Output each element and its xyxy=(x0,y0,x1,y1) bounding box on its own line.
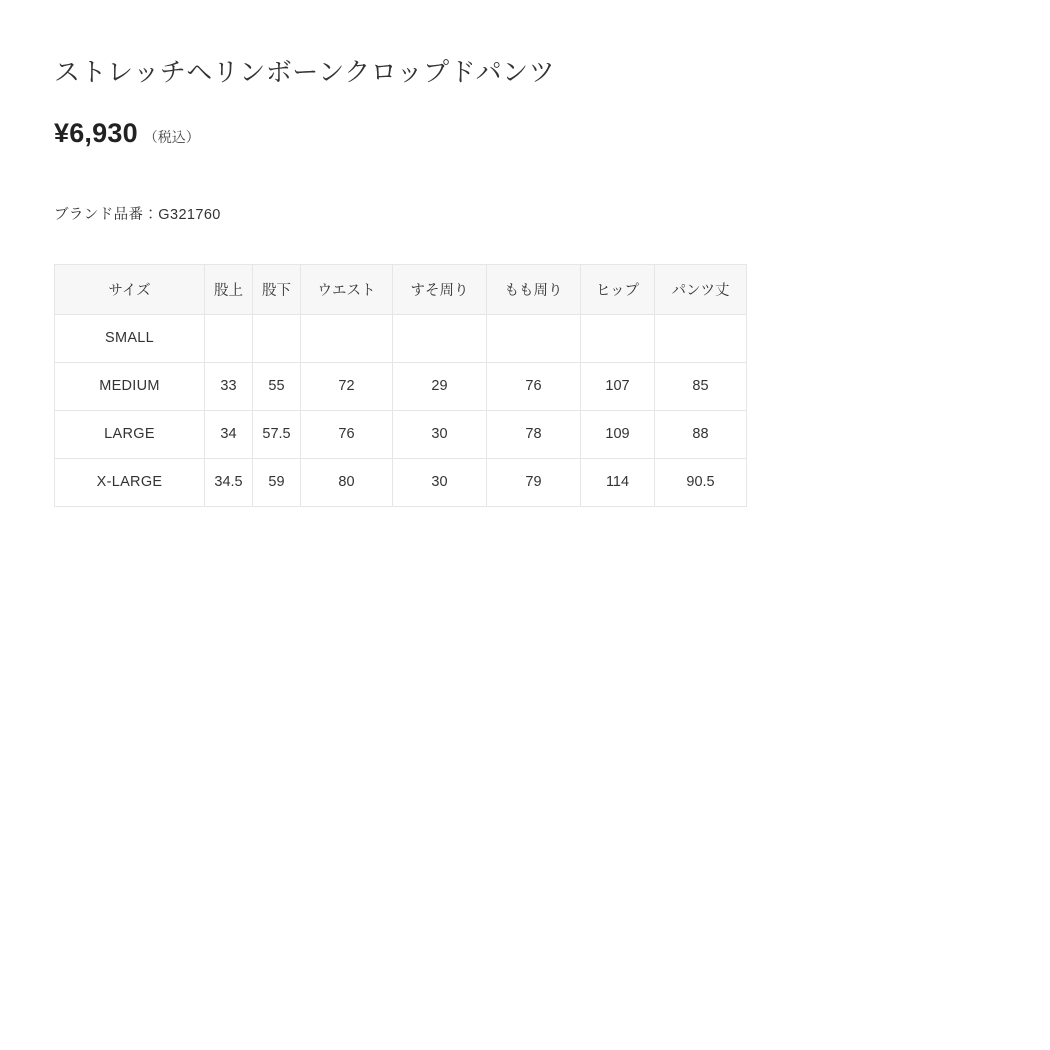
cell-medium-length: 85 xyxy=(655,362,747,410)
price-block xyxy=(54,118,996,149)
table-row xyxy=(55,410,747,458)
cell-xlarge-hip: 114 xyxy=(581,458,655,506)
price-amount: ¥6,930 xyxy=(54,117,138,148)
column-header-size: サイズ xyxy=(55,264,205,314)
table-row xyxy=(55,314,747,362)
cell-large-hem: 30 xyxy=(393,410,487,458)
row-label-medium: MEDIUM xyxy=(55,362,205,410)
column-header-length: パンツ丈 xyxy=(655,264,747,314)
column-header-rise: 股上 xyxy=(205,264,253,314)
cell-medium-rise: 33 xyxy=(205,362,253,410)
page-title: ストレッチヘリンボーンクロップドパンツ xyxy=(54,57,556,87)
size-table-container xyxy=(54,264,996,507)
cell-small-inseam xyxy=(253,314,301,362)
price-tax-note: （税込） xyxy=(143,128,200,145)
cell-large-thigh: 78 xyxy=(487,410,581,458)
cell-xlarge-waist: 80 xyxy=(301,458,393,506)
row-label-small: SMALL xyxy=(55,314,205,362)
column-header-thigh: もも周り xyxy=(487,264,581,314)
cell-medium-hem: 29 xyxy=(393,362,487,410)
table-header-row xyxy=(55,264,747,314)
column-header-inseam: 股下 xyxy=(253,264,301,314)
cell-large-waist: 76 xyxy=(301,410,393,458)
row-label-xlarge: X-LARGE xyxy=(55,458,205,506)
cell-medium-thigh: 76 xyxy=(487,362,581,410)
cell-small-rise xyxy=(205,314,253,362)
table-row xyxy=(55,458,747,506)
row-label-large: LARGE xyxy=(55,410,205,458)
cell-large-hip: 109 xyxy=(581,410,655,458)
cell-small-length xyxy=(655,314,747,362)
product-code: ブランド品番：G321760 xyxy=(54,206,221,223)
size-table xyxy=(54,264,747,507)
cell-xlarge-rise: 34.5 xyxy=(205,458,253,506)
column-header-waist: ウエスト xyxy=(301,264,393,314)
cell-small-waist xyxy=(301,314,393,362)
cell-large-rise: 34 xyxy=(205,410,253,458)
cell-xlarge-inseam: 59 xyxy=(253,458,301,506)
cell-large-inseam: 57.5 xyxy=(253,410,301,458)
cell-xlarge-length: 90.5 xyxy=(655,458,747,506)
column-header-hip: ヒップ xyxy=(581,264,655,314)
cell-small-hem xyxy=(393,314,487,362)
cell-large-length: 88 xyxy=(655,410,747,458)
cell-medium-waist: 72 xyxy=(301,362,393,410)
cell-small-hip xyxy=(581,314,655,362)
cell-xlarge-hem: 30 xyxy=(393,458,487,506)
cell-medium-inseam: 55 xyxy=(253,362,301,410)
cell-medium-hip: 107 xyxy=(581,362,655,410)
table-row xyxy=(55,362,747,410)
column-header-hem: すそ周り xyxy=(393,264,487,314)
cell-xlarge-thigh: 79 xyxy=(487,458,581,506)
cell-small-thigh xyxy=(487,314,581,362)
